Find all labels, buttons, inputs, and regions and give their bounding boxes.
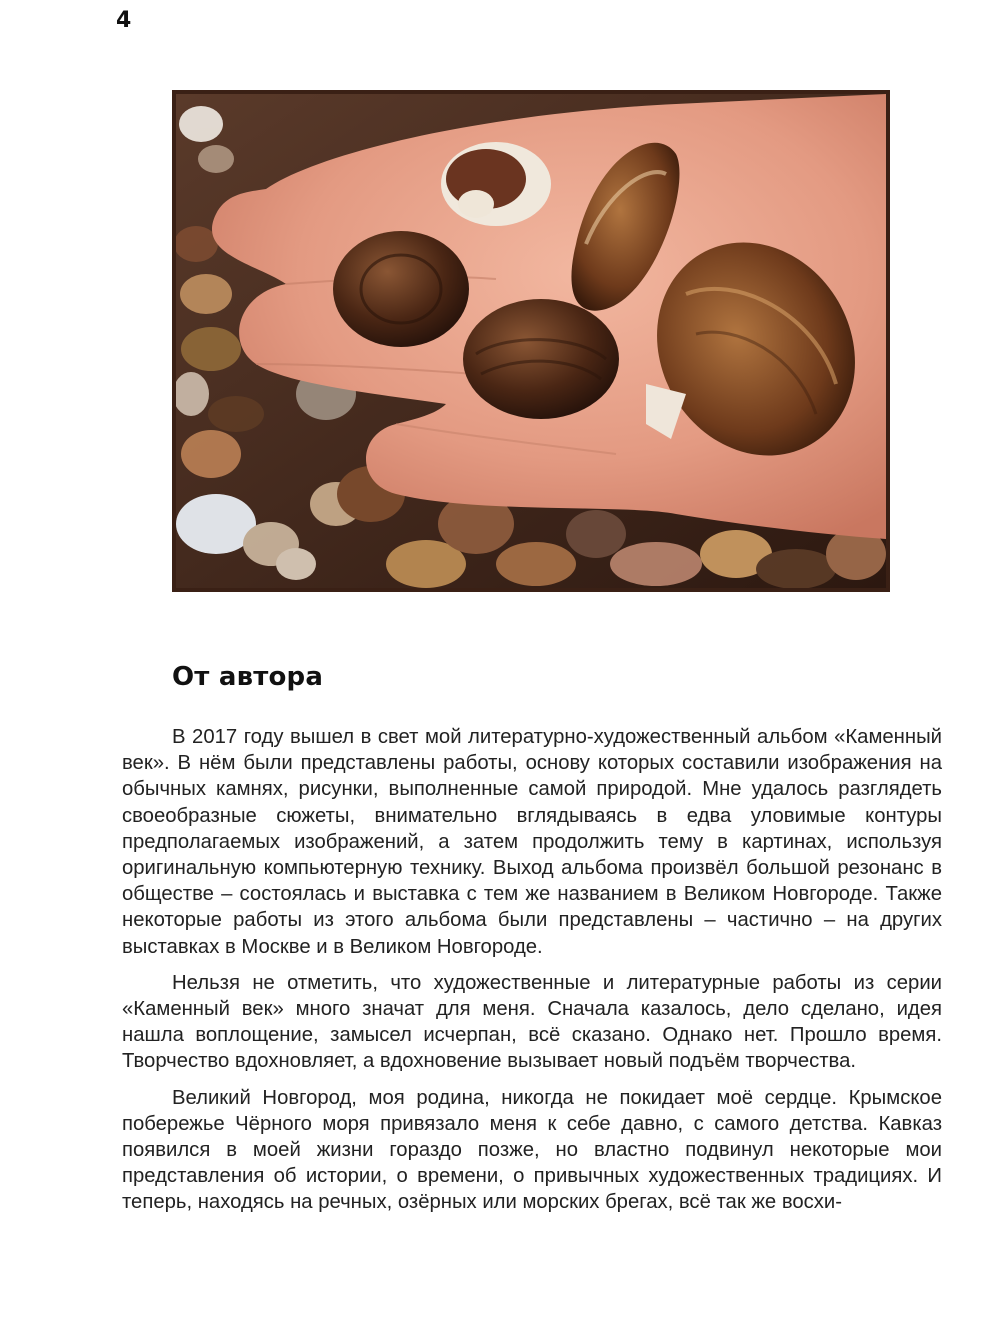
article-body	[122, 724, 942, 1226]
paragraph: В 2017 году вышел в свет мой литературно-художественный альбом «Каменный век». В нём были представлены работы, основу которых составили изображения на обычных камнях, рисунки, выполненные самой природой. Мне удалось разглядеть своеобразные сюжеты, внимательно вглядываясь в едва уловимые контуры предполагаемых изображений, а затем продолжить тему в картинах, используя оригинальную компьютерную технику. Выход альбома произвёл большой резонанс в обществе – состоялась и выставка с тем же названием в Великом Новгороде. Также некоторые работы из этого альбома были представлены – частично – на других выставках в Москве и в Великом Новгороде.	[122, 726, 942, 958]
shells-in-hand-photo	[172, 90, 890, 592]
page-number: 4	[116, 8, 132, 33]
section-title: От автора	[172, 662, 324, 692]
paragraph: Великий Новгород, моя родина, никогда не покидает моё сердце. Крымское побережье Чёрного моря привязало меня к себе давно, с самого детства. Кавказ появился в моей жизни гораздо позже, но властно подвинул некоторые мои представления об истории, о времени, о привычных художественных традициях. И теперь, находясь на речных, озёрных или морских брегах, всё так же восхи-	[122, 1086, 942, 1214]
paragraph: Нельзя не отметить, что художественные и литературные работы из серии «Каменный век» много значат для меня. Сначала казалось, дело сделано, идея нашла воплощение, замысел исчерпан, всё сказано. Однако нет. Прошло время. Творчество вдохновляет, а вдохновение вызывает новый подъём творчества.	[122, 971, 942, 1073]
